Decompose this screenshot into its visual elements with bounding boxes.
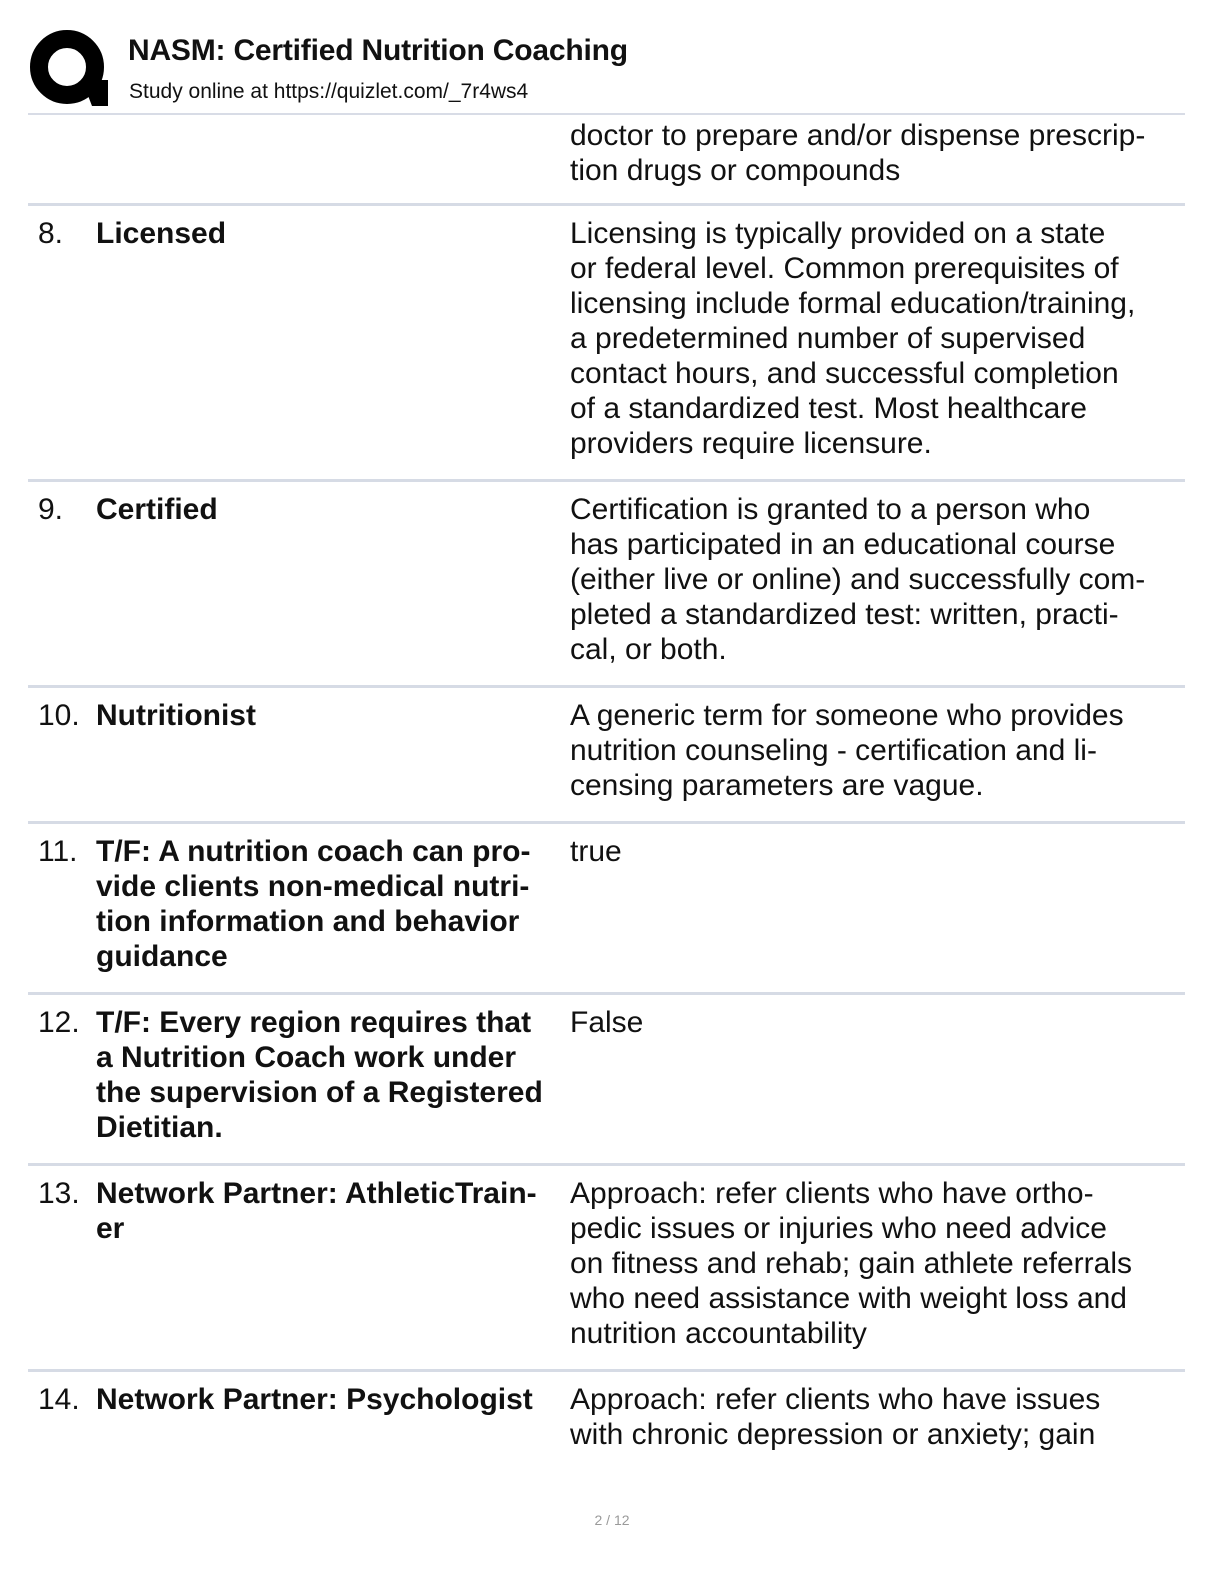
card-term: T/F: Every region requires that a Nutrition Coach work under the supervision of a Registered Dietitian. (96, 1006, 543, 1144)
card-definition: Approach: refer clients who have ortho- pedic issues or injuries who need advice on fitness and rehab; gain athlete referrals who need assistance with weight loss and nutrition accountability (570, 1177, 1133, 1350)
card-definition: Licensing is typically provided on a state or federal level. Common prerequisites of licensing include formal education/training, a predetermined number of supervised contact hours, and successful completion of a standardized test. Most healthcare providers require licensure. (570, 217, 1136, 460)
study-link[interactable]: Study online at https://quizlet.com/_7r4ws4 (129, 80, 529, 103)
card-number: 14. (38, 1383, 80, 1416)
row-divider (28, 1369, 1185, 1372)
row-divider (28, 685, 1185, 688)
card-definition: Approach: refer clients who have issues with chronic depression or anxiety; gain (570, 1383, 1101, 1451)
card-term: Licensed (96, 217, 227, 250)
header-divider (28, 113, 1185, 115)
card-number: 13. (38, 1177, 80, 1210)
card-definition: False (570, 1006, 644, 1039)
card-number: 11. (38, 835, 78, 868)
card-term: T/F: A nutrition coach can pro- vide clients non-medical nutri- tion information and behavior guidance (96, 835, 531, 973)
card-number: 10. (38, 699, 80, 732)
row-divider (28, 992, 1185, 995)
card-definition: doctor to prepare and/or dispense prescrip- tion drugs or compounds (570, 119, 1146, 187)
card-term: Nutritionist (96, 699, 256, 732)
card-definition: Certification is granted to a person who has participated in an educational course (either live or online) and successfully com- pleted a standardized test: written, practi- cal, or both. (570, 493, 1146, 666)
document-header (28, 28, 1188, 112)
row-divider (28, 1163, 1185, 1166)
card-number: 12. (38, 1006, 80, 1039)
row-divider (28, 203, 1185, 206)
card-term: Certified (96, 493, 218, 526)
row-divider (28, 479, 1185, 482)
row-divider (28, 821, 1185, 824)
card-definition: A generic term for someone who provides nutrition counseling - certification and li- censing parameters are vague. (570, 699, 1124, 802)
card-term: Network Partner: Psychologist (96, 1383, 533, 1416)
card-term: Network Partner: AthleticTrain- er (96, 1177, 537, 1245)
card-number: 9. (38, 493, 64, 526)
page-indicator: 2 / 12 (594, 1512, 630, 1528)
quizlet-logo-icon (30, 30, 108, 108)
card-definition: true (570, 835, 622, 868)
document-title: NASM: Certified Nutrition Coaching (128, 34, 628, 67)
card-number: 8. (38, 217, 64, 250)
